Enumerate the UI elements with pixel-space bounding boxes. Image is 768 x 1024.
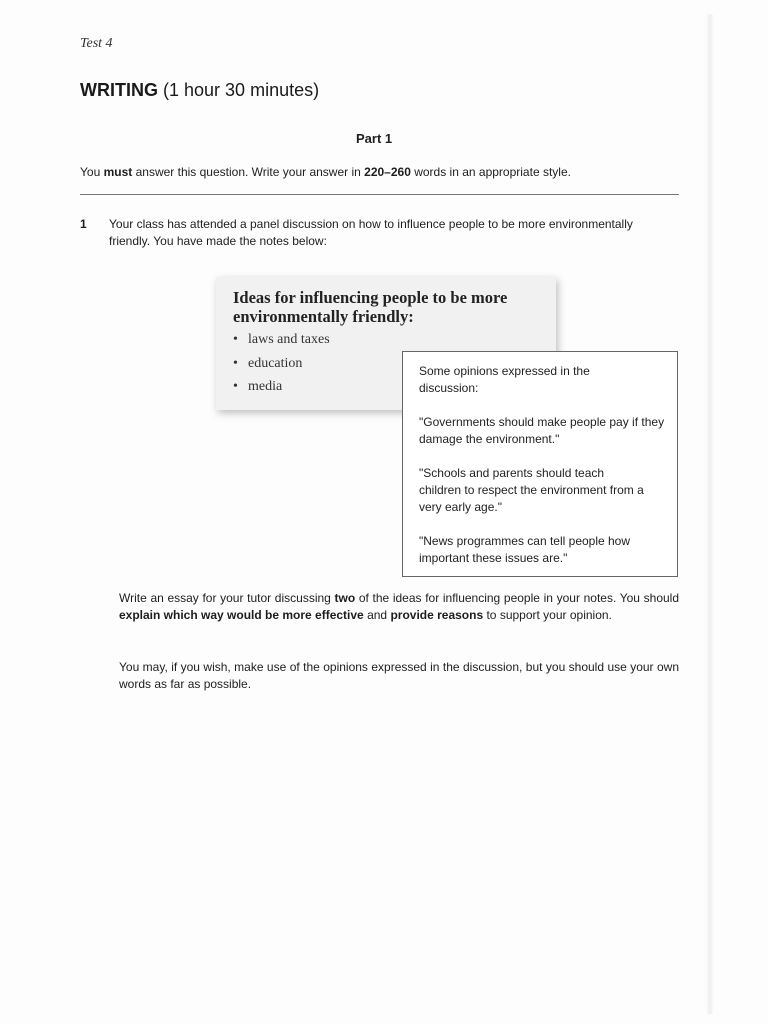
section-title <box>80 80 319 101</box>
notes-item <box>233 330 330 354</box>
task-emphasis-explain: explain which way would be more effective <box>119 608 364 622</box>
opinion-quote: "Governments should make people pay if they damage the environment." <box>419 415 665 446</box>
instruction-post: words in an appropriate style. <box>410 165 571 179</box>
instruction-word-count: 220–260 <box>364 165 411 179</box>
instruction-line <box>80 165 571 179</box>
divider-rule <box>80 194 679 195</box>
opinions-intro: Some opinions expressed in the discussion: <box>419 364 590 395</box>
notes-item <box>233 354 330 378</box>
opinion-quote: "News programmes can tell people how important these issues are." <box>419 534 631 565</box>
task-text: to support your opinion. <box>483 608 612 622</box>
notes-item-label: education <box>248 355 303 371</box>
opinion-quote: "Schools and parents should teach children to respect the environment from a very early age." <box>419 466 644 514</box>
notes-item <box>233 377 330 401</box>
instruction-must: must <box>103 165 133 179</box>
task-paragraph <box>119 590 679 624</box>
page-edge-shadow <box>706 14 714 1014</box>
task-text: Write an essay for your tutor discussing <box>119 591 335 605</box>
bullet-icon: • <box>233 355 238 371</box>
advice-paragraph: You may, if you wish, make use of the opinions expressed in the discussion, but you should use your own words as far as possible. <box>119 660 679 691</box>
instruction-mid: answer this question. Write your answer in <box>132 165 365 179</box>
bullet-icon: • <box>233 332 238 347</box>
question-number: 1 <box>80 217 87 231</box>
bullet-icon: • <box>233 379 238 394</box>
opinions-box <box>402 351 678 577</box>
task-text: of the ideas for influencing people in your notes. You should <box>355 591 680 605</box>
task-text: and <box>363 608 391 622</box>
task-emphasis-reasons: provide reasons <box>390 608 484 622</box>
notes-item-label: laws and taxes <box>248 332 330 347</box>
part-label: Part 1 <box>356 131 393 146</box>
running-head: Test 4 <box>80 36 113 51</box>
notes-title: Ideas for influencing people to be more environmentally friendly: <box>233 288 508 326</box>
instruction-pre: You <box>80 165 104 179</box>
notes-item-label: media <box>248 379 283 394</box>
section-title-bold: WRITING <box>80 80 158 100</box>
notes-list <box>233 330 330 401</box>
question-text: Your class has attended a panel discussion on how to influence people to be more environmentally friendly. You have made the notes below: <box>109 217 633 248</box>
section-title-duration: (1 hour 30 minutes) <box>163 80 320 100</box>
task-emphasis-two: two <box>334 591 356 605</box>
